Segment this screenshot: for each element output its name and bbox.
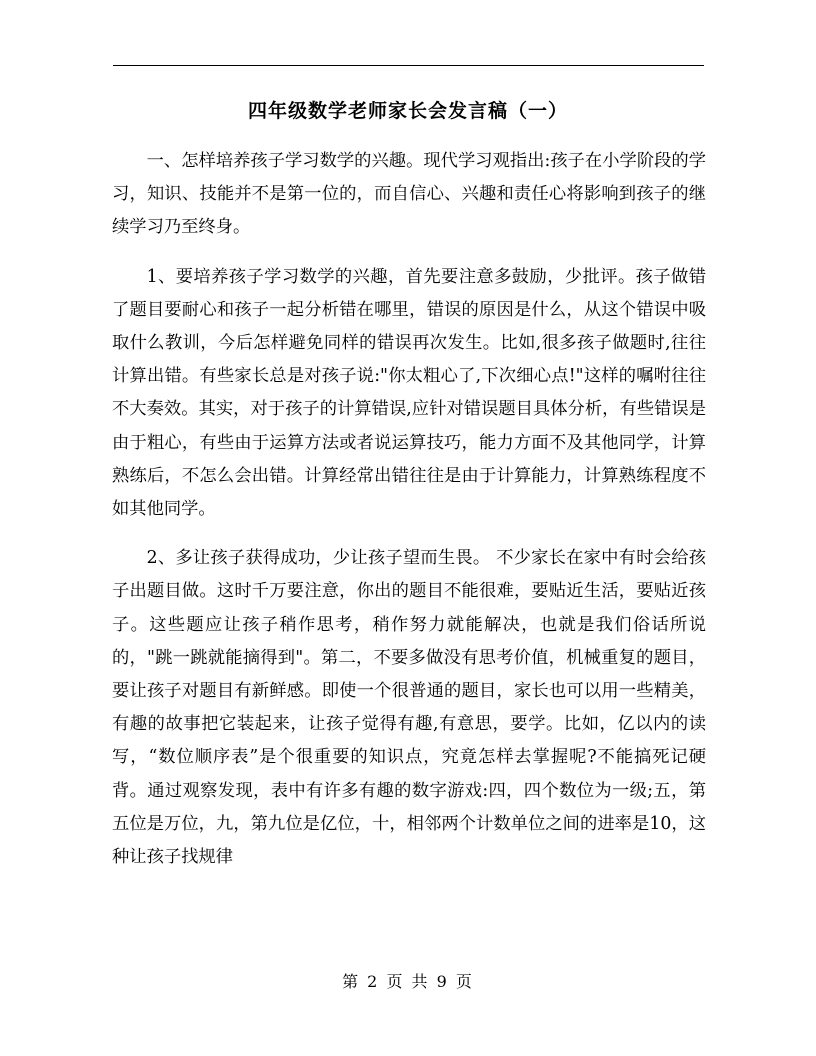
- document-body: [112, 145, 706, 890]
- header-rule: [113, 65, 704, 66]
- paragraph-point-1: 1、要培养孩子学习数学的兴趣，首先要注意多鼓励，少批评。孩子做错了题目要耐心和孩子一起分析错在哪里，错误的原因是什么，从这个错误中吸取什么教训，今后怎样避免同样的错误再次发生。比如,很多孩子做题时,往往计算出错。有些家长总是对孩子说:"你太粗心了,下次细心点!"这样的嘱咐往往不大奏效。其实，对于孩子的计算错误,应针对错误题目具体分析，有些错误是由于粗心，有些由于运算方法或者说运算技巧，能力方面不及其他同学，计算熟练后，不怎么会出错。计算经常出错往往是由于计算能力，计算熟练程度不如其他同学。: [112, 266, 706, 520]
- document-title: 四年级数学老师家长会发言稿（一）: [247, 100, 568, 122]
- paragraph-intro: 一、怎样培养孩子学习数学的兴趣。现代学习观指出:孩子在小学阶段的学习，知识、技能并不是第一位的，而自信心、兴趣和责任心将影响到孩子的继续学习乃至终身。: [112, 151, 706, 238]
- paragraph-point-2: 2、多让孩子获得成功，少让孩子望而生畏。 不少家长在家中有时会给孩子出题目做。这时千万要注意，你出的题目不能很难，要贴近生活，要贴近孩子。这些题应让孩子稍作思考，稍作努力就能解决，也就是我们俗话所说的，"跳一跳就能摘得到"。第二，不要多做没有思考价值，机械重复的题目，要让孩子对题目有新鲜感。即使一个很普通的题目，家长也可以用一些精美，有趣的故事把它装起来，让孩子觉得有趣,有意思，要学。比如，亿以内的读写，“数位顺序表”是个很重要的知识点，究竟怎样去掌握呢?不能搞死记硬背。通过观察发现，表中有许多有趣的数字游戏:四，四个数位为一级;五，第五位是万位，九，第九位是亿位，十，相邻两个计数单位之间的进率是10，这种让孩子找规律: [112, 548, 706, 868]
- page-number-footer: 第 2 页 共 9 页: [342, 972, 474, 991]
